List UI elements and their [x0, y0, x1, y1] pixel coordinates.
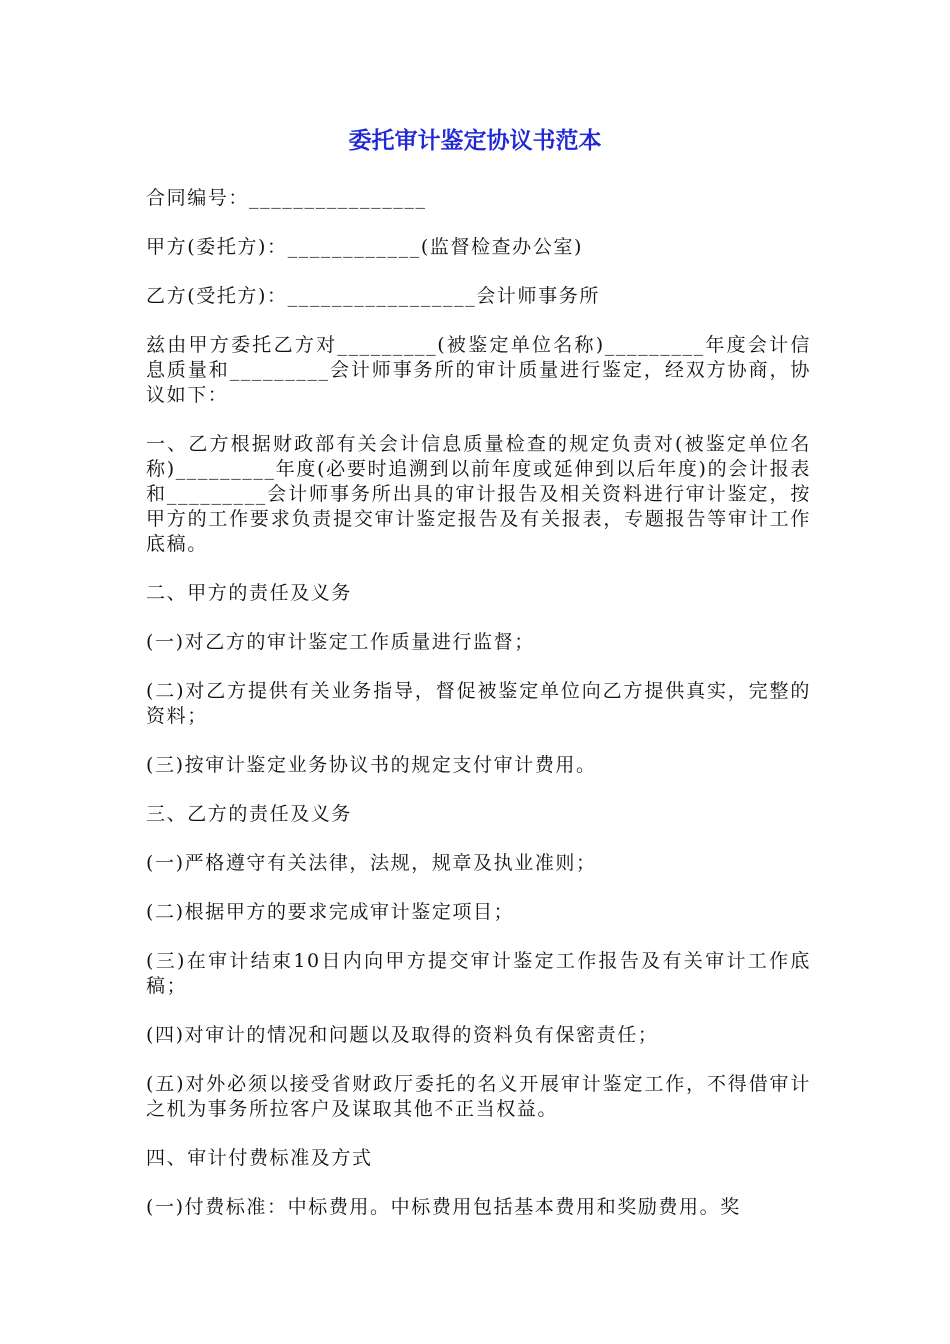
paragraph-3-3: (三)在审计结束10日内向甲方提交审计鉴定工作报告及有关审计工作底稿； [146, 950, 811, 997]
heading-section-4: 四、审计付费标准及方式 [146, 1147, 373, 1169]
paragraph-contract-number: 合同编号：________________ [146, 187, 427, 209]
paragraph-4-1: (一)付费标准：中标费用。中标费用包括基本费用和奖励费用。奖 [146, 1196, 741, 1218]
paragraph-3-2: (二)根据甲方的要求完成审计鉴定项目； [146, 901, 515, 923]
paragraph-party-a: 甲方(委托方)：____________(监督检查办公室) [146, 236, 584, 258]
paragraph-section-1: 一、乙方根据财政部有关会计信息质量检查的规定负责对(被鉴定单位名称)_________年度(必要时追溯到以前年度或延伸到以后年度)的会计报表和_________会计师事务所出具的审计报告及相关资料进行审计鉴定，按甲方的工作要求负责提交审计鉴定报告及有关报表，专题报告等审计工作底稿。 [146, 433, 811, 555]
paragraph-3-5: (五)对外必须以接受省财政厅委托的名义开展审计鉴定工作，不得借审计之机为事务所拉客户及谋取其他不正当权益。 [146, 1073, 811, 1120]
document-body [146, 186, 811, 1244]
paragraph-2-1: (一)对乙方的审计鉴定工作质量进行监督； [146, 631, 535, 653]
heading-section-2: 二、甲方的责任及义务 [146, 582, 353, 604]
paragraph-party-b: 乙方(受托方)：_________________会计师事务所 [146, 285, 600, 307]
document-title: 委托审计鉴定协议书范本 [348, 128, 602, 154]
paragraph-preamble: 兹由甲方委托乙方对_________(被鉴定单位名称)_________年度会计信息质量和_________会计师事务所的审计质量进行鉴定，经双方协商，协议如下： [146, 334, 811, 406]
paragraph-3-4: (四)对审计的情况和问题以及取得的资料负有保密责任； [146, 1024, 659, 1046]
heading-section-3: 三、乙方的责任及义务 [146, 803, 353, 825]
paragraph-2-2: (二)对乙方提供有关业务指导，督促被鉴定单位向乙方提供真实，完整的资料； [146, 680, 811, 727]
paragraph-2-3: (三)按审计鉴定业务协议书的规定支付审计费用。 [146, 754, 597, 776]
paragraph-3-1: (一)严格遵守有关法律，法规，规章及执业准则； [146, 852, 597, 874]
